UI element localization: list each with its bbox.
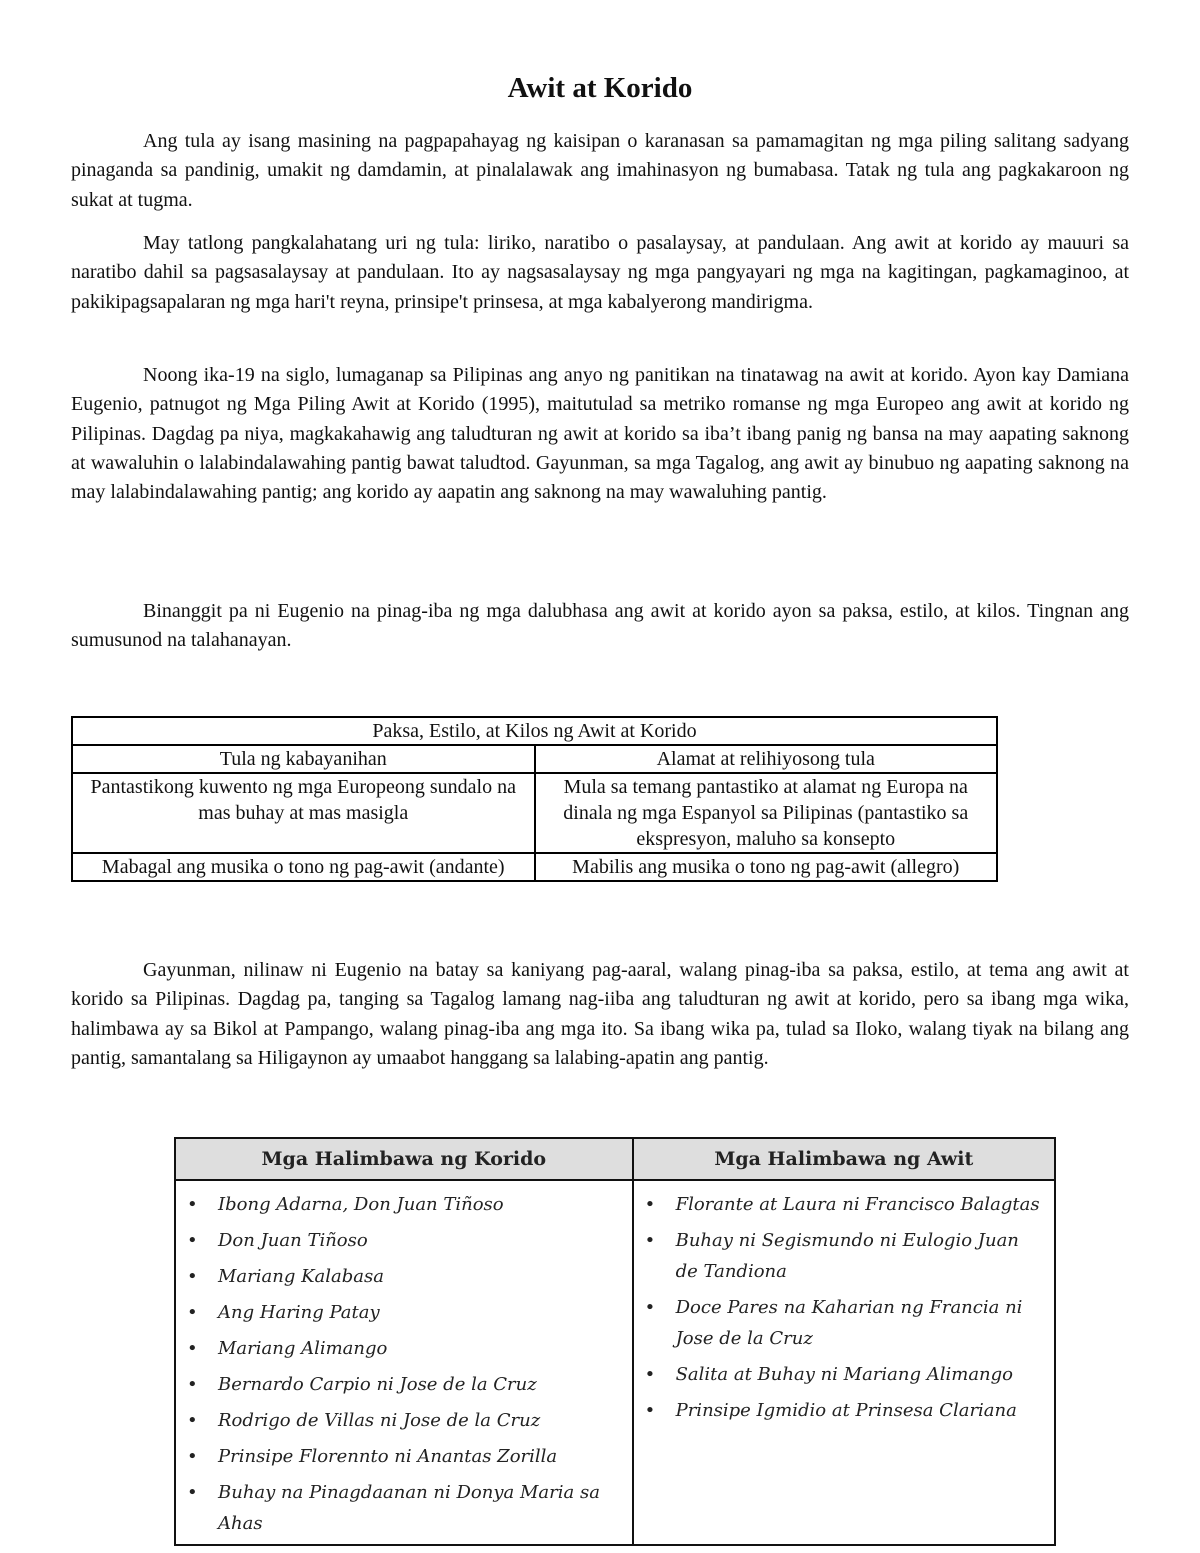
awit-list-item-text: Buhay ni Segismundo ni Eulogio Juan de Tandiona <box>675 1230 1019 1282</box>
bullet-icon: • <box>644 1400 656 1421</box>
awit-list-item-text: Prinsipe Igmidio at Prinsesa Clariana <box>675 1400 1017 1421</box>
table-cell-awit: Mabilis ang musika o tono ng pag-awit (allegro) <box>535 853 998 881</box>
table-cell-korido: Mabagal ang musika o tono ng pag-awit (andante) <box>72 853 535 881</box>
korido-list-item-text: Mariang Alimango <box>218 1338 388 1359</box>
bullet-icon: • <box>187 1302 198 1323</box>
awit-list-item-text: Florante at Laura ni Francisco Balagtas <box>675 1194 1040 1215</box>
examples-header-row <box>175 1138 1055 1180</box>
table-cell-korido: Tula ng kabayanihan <box>72 745 535 773</box>
korido-list-item <box>176 1261 624 1292</box>
table-row <box>72 853 997 881</box>
header-awit: Mga Halimbawa ng Awit <box>633 1138 1055 1180</box>
awit-list-item-text: Salita at Buhay ni Mariang Alimango <box>675 1364 1014 1385</box>
bullet-icon: • <box>187 1230 198 1251</box>
korido-list-item <box>176 1189 624 1220</box>
bullet-icon: • <box>187 1374 198 1395</box>
awit-list <box>634 1181 1054 1426</box>
awit-list-item <box>634 1359 1046 1390</box>
korido-column <box>175 1180 633 1545</box>
korido-list-item-text: Bernardo Carpio ni Jose de la Cruz <box>218 1374 537 1395</box>
korido-list-item-text: Mariang Kalabasa <box>218 1266 384 1287</box>
table-caption: Paksa, Estilo, at Kilos ng Awit at Korido <box>72 717 997 745</box>
korido-list-item <box>176 1369 624 1400</box>
awit-list-item-text: Doce Pares na Kaharian ng Francia ni Jose de la Cruz <box>675 1297 1023 1349</box>
korido-list-item <box>176 1405 624 1436</box>
comparison-table <box>71 716 998 882</box>
bullet-icon: • <box>187 1410 198 1431</box>
table-caption-row <box>72 717 997 745</box>
bullet-icon: • <box>187 1482 198 1503</box>
bullet-icon: • <box>187 1194 198 1215</box>
awit-list-item <box>634 1395 1046 1426</box>
korido-list-item-text: Prinsipe Florennto ni Anantas Zorilla <box>218 1446 558 1467</box>
korido-list-item-text: Don Juan Tiñoso <box>218 1230 368 1251</box>
korido-list-item-text: Ibong Adarna, Don Juan Tiñoso <box>218 1194 504 1215</box>
bullet-icon: • <box>644 1297 656 1318</box>
table-cell-awit: Alamat at relihiyosong tula <box>535 745 998 773</box>
awit-list-item <box>634 1292 1046 1354</box>
korido-list-item <box>176 1297 624 1328</box>
bullet-icon: • <box>187 1338 198 1359</box>
bullet-icon: • <box>644 1230 656 1251</box>
table-row <box>72 745 997 773</box>
paragraph-tula-definition: Ang tula ay isang masining na pagpapahayag ng kaisipan o karanasan sa pamamagitan ng mga piling salitang sadyang pinaganda sa pandinig, umakit ng damdamin, at pinalalawak ang imahinasyon ng bumabasa. Tatak ng tula ang pagkakaroon ng sukat at tugma. <box>71 130 1129 211</box>
bullet-icon: • <box>187 1446 198 1467</box>
korido-list-item-text: Rodrigo de Villas ni Jose de la Cruz <box>218 1410 541 1431</box>
page-title: Awit at Korido <box>507 72 693 104</box>
korido-list-item <box>176 1333 624 1364</box>
paragraph-kasaysayan: Noong ika-19 na siglo, lumaganap sa Pilipinas ang anyo ng panitikan na tinatawag na awit at korido. Ayon kay Damiana Eugenio, patnugot ng Mga Piling Awit at Korido (1995), maitutulad sa metriko romanse ng mga Europeo ang awit at korido ng Pilipinas. Dagdag pa niya, magkakahawig ang taludturan ng awit at korido sa iba’t ibang panig ng bansa na may aapating saknong at wawaluhin o lalabindalawahing pantig bawat taludtod. Gayunman, sa mga Tagalog, ang awit ay binubuo ng aapating saknong na may lalabindalawahing pantig; ang korido ay aapatin ang saknong na may wawaluhing pantig. <box>71 364 1129 504</box>
paragraph-pinag-iba: Binanggit pa ni Eugenio na pinag-iba ng mga dalubhasa ang awit at korido ayon sa paksa, estilo, at kilos. Tingnan ang sumusunod na talahanayan. <box>71 600 1129 652</box>
awit-list-item <box>634 1189 1046 1220</box>
paragraph-gayunman: Gayunman, nilinaw ni Eugenio na batay sa kaniyang pag-aaral, walang pinag-iba sa paksa, estilo, at tema ang awit at korido sa Pilipinas. Dagdag pa, tanging sa Tagalog lamang nag-iiba ang taludturan ng awit at korido, pero sa ibang mga wika, halimbawa ay sa Bikol at Pampango, walang pinag-iba ang mga ito. Sa ibang wika pa, tulad sa Iloko, walang tiyak na bilang ang pantig, samantalang sa Hiligaynon ay umaabot hanggang sa lalabing-apatin ang pantig. <box>71 959 1129 1069</box>
bullet-icon: • <box>644 1364 656 1385</box>
paragraph-uri-ng-tula: May tatlong pangkalahatang uri ng tula: liriko, naratibo o pasalaysay, at pandulaan. Ang awit at korido ay mauuri sa naratibo dahil sa pagsasalaysay at pandulaan. Ito ay nagsasalaysay ng mga pangyayari ng mga na kagitingan, pagkamaginoo, at pakikipagsapalaran ng mga hari't reyna, prinsipe't prinsesa, at mga kabalyerong mandirigma. <box>71 232 1129 313</box>
table-row <box>72 773 997 853</box>
awit-list-item <box>634 1225 1046 1287</box>
korido-list-item <box>176 1477 624 1539</box>
korido-list-item <box>176 1225 624 1256</box>
examples-body-row <box>175 1180 1055 1545</box>
bullet-icon: • <box>644 1194 656 1215</box>
table-cell-korido: Pantastikong kuwento ng mga Europeong sundalo na mas buhay at mas masigla <box>72 773 535 853</box>
korido-list-item-text: Ang Haring Patay <box>218 1302 380 1323</box>
korido-list-item-text: Buhay na Pinagdaanan ni Donya Maria sa Ahas <box>218 1482 600 1534</box>
korido-list-item <box>176 1441 624 1472</box>
korido-list <box>176 1181 632 1539</box>
awit-column <box>633 1180 1055 1545</box>
header-korido: Mga Halimbawa ng Korido <box>175 1138 633 1180</box>
table-cell-awit: Mula sa temang pantastiko at alamat ng Europa na dinala ng mga Espanyol sa Pilipinas (pantastiko sa ekspresyon, maluho sa konsepto <box>535 773 998 853</box>
examples-table <box>174 1137 1056 1546</box>
bullet-icon: • <box>187 1266 198 1287</box>
